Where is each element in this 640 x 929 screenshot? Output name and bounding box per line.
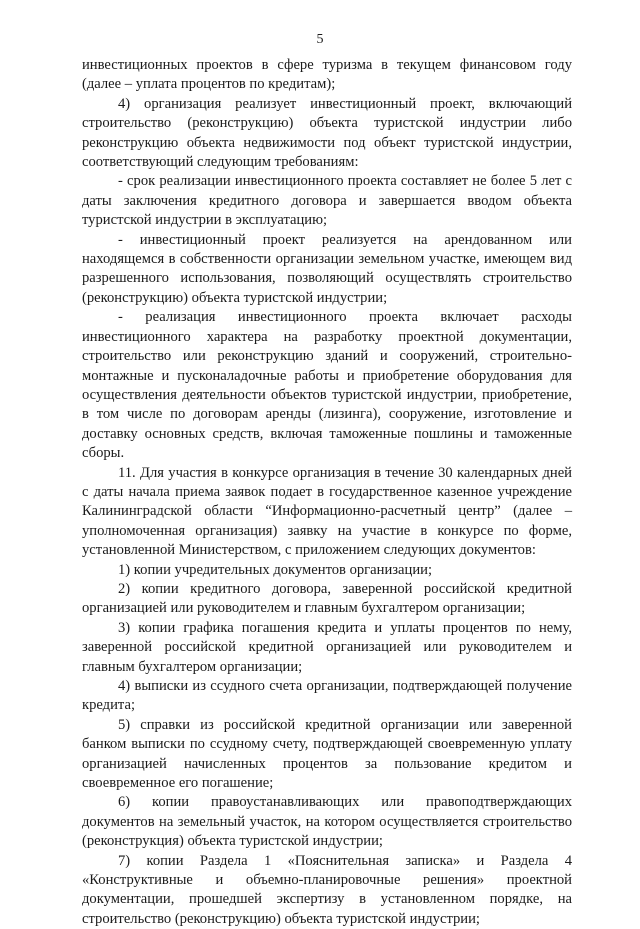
paragraph-doc-4: 4) выписки из ссудного счета организации, подтверждающей получение кредита; (82, 678, 572, 714)
paragraph-doc-3: 3) копии графика погашения кредита и уплаты процентов по нему, заверенной российской кредитной организацией или руководителем и главным бухгалтером организации; (82, 619, 572, 675)
paragraph-doc-6: 6) копии правоустанавливающих или правоподтверждающих документов на земельный участок, на котором осуществляется строительство (реконструкция) объекта туристской индустрии; (82, 794, 572, 850)
page-number: 5 (316, 32, 324, 47)
paragraph-clause-11: 11. Для участия в конкурсе организация в течение 30 календарных дней с даты начала приема заявок подает в государственное казенное учреждение Калининградской области “Информационно-расчетный центр” (далее – уполномоченная организация) заявку на участие в конкурсе по форме, установленной Министерством, с приложением следующих документов: (82, 464, 572, 559)
paragraph-bullet-term: - срок реализации инвестиционного проекта составляет не более 5 лет с даты заключения кредитного договора и завершается вводом объекта туристской индустрии в эксплуатацию; (82, 173, 572, 229)
paragraph-bullet-expenses: - реализация инвестиционного проекта включает расходы инвестиционного характера на разработку проектной документации, строительство или реконструкцию зданий и сооружений, строительно-монтажные и пусконаладочные работы и приобретение оборудования для осуществления деятельности объектов туристской индустрии, приобретение, в том числе по договорам аренды (лизинга), сооружение, изготовление и доставку основных средств, включая таможенные пошлины и таможенные сборы. (82, 309, 572, 462)
document-body (82, 56, 572, 929)
paragraph-bullet-land: - инвестиционный проект реализуется на арендованном или находящемся в собственности организации земельном участке, имеющем вид разрешенного использования, позволяющий осуществлять строительство (реконструкцию) объекта туристской индустрии; (82, 231, 572, 306)
paragraph-continuation: инвестиционных проектов в сфере туризма в текущем финансовом году (далее – уплата процентов по кредитам); (82, 57, 572, 93)
paragraph-item-4: 4) организация реализует инвестиционный проект, включающий строительство (реконструкцию) объекта туристской индустрии либо реконструкцию объекта недвижимости под объект туристской индустрии, соответствующий следующим требованиям: (82, 95, 572, 171)
paragraph-doc-5: 5) справки из российской кредитной организации или заверенной банком выписки по ссудному счету, подтверждающей своевременную уплату организацией начисленных процентов за пользование кредитом и своевременное его погашение; (82, 716, 572, 792)
paragraph-doc-2: 2) копии кредитного договора, заверенной российской кредитной организацией или руководителем и главным бухгалтером организации; (82, 580, 572, 617)
paragraph-doc-1: 1) копии учредительных документов организации; (118, 561, 432, 578)
paragraph-doc-7: 7) копии Раздела 1 «Пояснительная записка» и Раздела 4 «Конструктивные и объемно-планировочные решения» проектной документации, прошедшей экспертизу в установленном порядке, на строительство (реконструкцию) объекта туристской индустрии; (82, 852, 572, 927)
